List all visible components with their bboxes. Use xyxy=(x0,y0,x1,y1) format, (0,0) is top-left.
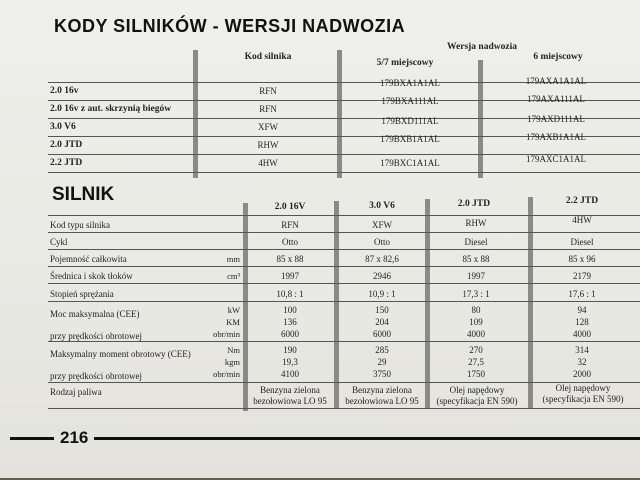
footer-rule-right xyxy=(94,437,640,440)
codes-engine-code: RFN xyxy=(259,86,277,96)
codes-version-6: 179AXA1A1AL xyxy=(525,76,587,86)
torque-value: 2000 xyxy=(573,369,591,379)
engine-row-label: Średnica i skok tłoków xyxy=(50,271,133,281)
power-unit: kW xyxy=(227,305,240,315)
codes-divider xyxy=(478,60,483,178)
codes-engine-code: RHW xyxy=(257,140,279,150)
codes-row-label: 2.0 JTD xyxy=(50,140,83,150)
engine-rule xyxy=(48,408,640,409)
codes-version-57: 179BXC1A1AL xyxy=(380,158,440,168)
torque-value: 32 xyxy=(577,357,587,367)
torque-rpm-label: przy prędkości obrotowej xyxy=(50,371,142,381)
engine-title: SILNIK xyxy=(52,184,115,205)
fuel-value: Benzyna zielona xyxy=(352,385,412,395)
codes-version-6: 179AXA111AL xyxy=(527,94,585,104)
engine-value: 17,6 : 1 xyxy=(568,289,596,299)
torque-value: 3750 xyxy=(373,369,391,379)
torque-unit: Nm xyxy=(227,345,240,355)
power-value: 128 xyxy=(575,317,589,327)
engine-value: 10,8 : 1 xyxy=(276,289,304,299)
codes-engine-code: RFN xyxy=(259,104,277,114)
engine-value: 4HW xyxy=(572,215,592,225)
engine-value: Diesel xyxy=(464,237,488,247)
codes-row-label: 2.0 16v xyxy=(50,86,79,96)
codes-version-57: 179BXA1A1AL xyxy=(380,78,440,88)
fuel-label: Rodzaj paliwa xyxy=(50,387,102,397)
power-rpm-label: przy prędkości obrotowej xyxy=(50,331,142,341)
codes-divider xyxy=(337,50,342,178)
fuel-value: Benzyna zielona xyxy=(260,385,320,395)
power-value: 6000 xyxy=(373,329,391,339)
codes-engine-code: XFW xyxy=(258,122,278,132)
engine-row-label: Kod typu silnika xyxy=(50,220,110,230)
power-value: 150 xyxy=(375,305,389,315)
codes-row-label: 2.2 JTD xyxy=(50,158,83,168)
torque-value: 285 xyxy=(375,345,389,355)
fuel-value: Olej napędowy xyxy=(449,385,505,395)
page-number: 216 xyxy=(60,428,89,447)
engine-divider xyxy=(425,199,430,409)
codes-version-57: 179BXB1A1AL xyxy=(380,134,440,144)
power-value: 94 xyxy=(577,305,587,315)
torque-label: Maksymalny moment obrotowy (CEE) xyxy=(50,349,191,359)
engine-value: 17,3 : 1 xyxy=(462,289,490,299)
power-unit: obr/min xyxy=(213,329,240,339)
torque-value: 270 xyxy=(469,345,483,355)
engine-value: 85 x 88 xyxy=(462,254,490,264)
engine-value: Otto xyxy=(373,237,391,247)
power-value: 80 xyxy=(471,305,481,315)
codes-header-57: 5/7 miejscowy xyxy=(376,58,434,68)
torque-value: 190 xyxy=(283,345,297,355)
engine-value: 85 x 96 xyxy=(568,254,596,264)
engine-value: RFN xyxy=(281,220,299,230)
engine-row-label: Stopień sprężania xyxy=(50,289,114,299)
engine-divider xyxy=(243,203,248,411)
footer-rule-left xyxy=(10,437,54,440)
torque-value: 4100 xyxy=(281,369,299,379)
codes-engine-code: 4HW xyxy=(258,158,278,168)
torque-value: 1750 xyxy=(467,369,485,379)
engine-rule xyxy=(48,382,640,383)
power-value: 4000 xyxy=(573,329,591,339)
codes-version-57: 179BXD111AL xyxy=(381,116,439,126)
engine-col-header: 2.0 16V xyxy=(274,202,306,212)
codes-header-engine: Kod silnika xyxy=(244,52,292,62)
engine-rule xyxy=(48,341,640,342)
engine-value: RHW xyxy=(465,218,487,228)
codes-version-6: 179AXB1A1AL xyxy=(526,132,586,142)
engine-rule xyxy=(48,301,640,302)
engine-rule xyxy=(48,266,640,267)
power-value: 6000 xyxy=(281,329,299,339)
engine-value: 85 x 88 xyxy=(276,254,304,264)
codes-header-body: Wersja nadwozia xyxy=(447,42,517,52)
engine-value: 87 x 82,6 xyxy=(365,254,399,264)
power-unit: KM xyxy=(226,317,240,327)
power-value: 204 xyxy=(375,317,389,327)
engine-value: XFW xyxy=(372,220,392,230)
codes-header-6: 6 miejscowy xyxy=(533,52,583,62)
power-value: 4000 xyxy=(467,329,485,339)
fuel-value: bezołowiowa LO 95 xyxy=(253,396,327,406)
engine-value: 2179 xyxy=(573,271,591,281)
torque-value: 27,5 xyxy=(468,357,484,367)
engine-rule xyxy=(48,215,640,216)
torque-unit: obr/min xyxy=(213,369,240,379)
engine-value: Otto xyxy=(281,237,299,247)
engine-unit: mm xyxy=(226,254,240,264)
engine-col-header: 3.0 V6 xyxy=(369,201,395,211)
codes-version-6: 179AXC1A1AL xyxy=(526,154,586,164)
power-label: Moc maksymalna (CEE) xyxy=(50,309,140,319)
engine-rule xyxy=(48,249,640,250)
codes-version-6: 179AXD111AL xyxy=(527,114,585,124)
torque-value: 314 xyxy=(575,345,589,355)
power-value: 109 xyxy=(469,317,483,327)
engine-row-label: Pojemność całkowita xyxy=(50,254,127,264)
codes-version-57: 179BXA111AL xyxy=(381,96,439,106)
engine-unit: cm³ xyxy=(227,271,240,281)
engine-value: Diesel xyxy=(570,237,594,247)
codes-title: KODY SILNIKÓW - WERSJI NADWOZIA xyxy=(54,16,406,36)
engine-col-header: 2.2 JTD xyxy=(565,196,599,206)
fuel-value: bezołowiowa LO 95 xyxy=(345,396,419,406)
power-value: 136 xyxy=(283,317,297,327)
power-value: 100 xyxy=(283,305,297,315)
codes-divider xyxy=(193,50,198,178)
torque-unit: kgm xyxy=(224,357,240,367)
fuel-value: (specyfikacja EN 590) xyxy=(542,394,624,404)
engine-row-label: Cykl xyxy=(50,237,68,247)
torque-value: 19,3 xyxy=(282,357,298,367)
codes-row-label: 3.0 V6 xyxy=(50,122,76,132)
engine-rule xyxy=(48,232,640,233)
engine-col-header: 2.0 JTD xyxy=(457,199,491,209)
codes-row-label: 2.0 16v z aut. skrzynią biegów xyxy=(50,104,172,114)
engine-value: 1997 xyxy=(467,271,485,281)
fuel-value: (specyfikacja EN 590) xyxy=(436,396,518,406)
engine-rule xyxy=(48,283,640,284)
engine-value: 2946 xyxy=(373,271,391,281)
engine-value: 10,9 : 1 xyxy=(368,289,396,299)
torque-value: 29 xyxy=(377,357,387,367)
engine-divider xyxy=(528,197,533,409)
engine-value: 1997 xyxy=(281,271,299,281)
fuel-value: Olej napędowy xyxy=(555,383,611,393)
codes-rule xyxy=(48,172,640,173)
